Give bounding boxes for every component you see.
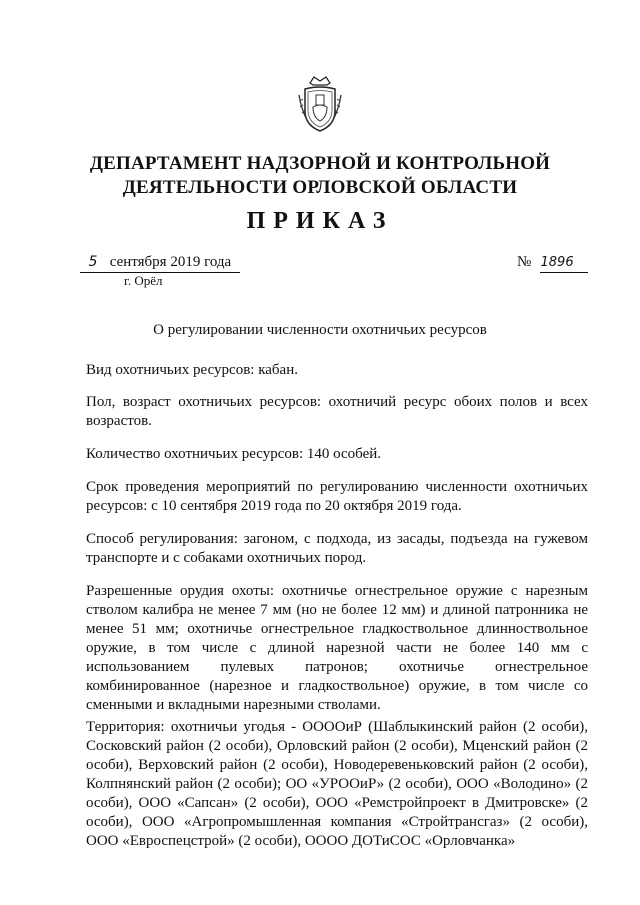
order-day: 5 (88, 254, 98, 270)
paragraph-method: Способ регулирования: загоном, с подхода, из засады, подъезда на гужевом транспорте и с собаками охотничьих пород. (86, 531, 588, 566)
document-type-title: ПРИКАЗ (246, 208, 394, 234)
paragraph-sex-age: Пол, возраст охотничьих ресурсов: охотничий ресурс обоих полов и всех возрастов. (86, 394, 588, 429)
order-number-value: 1896 (540, 255, 574, 270)
order-date (80, 254, 231, 271)
paragraph-weapons: Разрешенные орудия охоты: охотничье огнестрельное оружие с нарезным стволом калибра не менее 7 мм (но не более 12 мм) и длиной патронника не менее 51 мм; охотничье огнестрельное гладкоствольное длинноствольное оружие, в том числе с длиной нарезной части не более 140 мм с использованием пулевых патронов; охотничье огнестрельное комбинированное (нарезное и гладкоствольное) оружие, в том числе со сменными и вкладными нарезными стволами. (86, 583, 588, 713)
paragraph-territory: Территория: охотничьи угодья - ООООиР (Шаблыкинский район (2 особи), Сосковский район (2 особи), Орловский район (2 особи), Мценский район (2 особи), Верховский район (2 особи), Новодеревеньковский район (2 особи), Колпнянский район (2 особи); ОО «УРООиР» (2 особи), ООО «Володино» (2 особи), ООО «Сапсан» (2 особи), ООО «Ремстройпроект в Дмитровске» (2 особи), ООО «Агропромышленная компания «Стройтрансгаз» (2 особи), ООО «Евроспецстрой» (2 особи), ОООО ДОТиСОС «Орловчанка» (86, 719, 588, 849)
department-line-1: ДЕПАРТАМЕНТ НАДЗОРНОЙ И КОНТРОЛЬНОЙ (89, 153, 551, 174)
paragraph-period: Срок проведения мероприятий по регулированию численности охотничьих ресурсов: с 10 сентября 2019 года по 20 октября 2019 года. (86, 479, 588, 514)
order-month-year: сентября 2019 года (109, 254, 232, 270)
order-subject: О регулировании численности охотничьих ресурсов (153, 322, 487, 338)
city-label: г. Орёл (124, 273, 163, 288)
order-number (517, 254, 579, 271)
number-sign: № (517, 254, 532, 270)
coat-of-arms-icon (296, 73, 344, 135)
department-line-2: ДЕЯТЕЛЬНОСТИ ОРЛОВСКОЙ ОБЛАСТИ (122, 177, 518, 198)
paragraph-species: Вид охотничьих ресурсов: кабан. (86, 362, 298, 378)
department-title (60, 152, 580, 200)
paragraph-quantity: Количество охотничьих ресурсов: 140 особей. (86, 446, 382, 462)
number-underline (540, 272, 588, 273)
